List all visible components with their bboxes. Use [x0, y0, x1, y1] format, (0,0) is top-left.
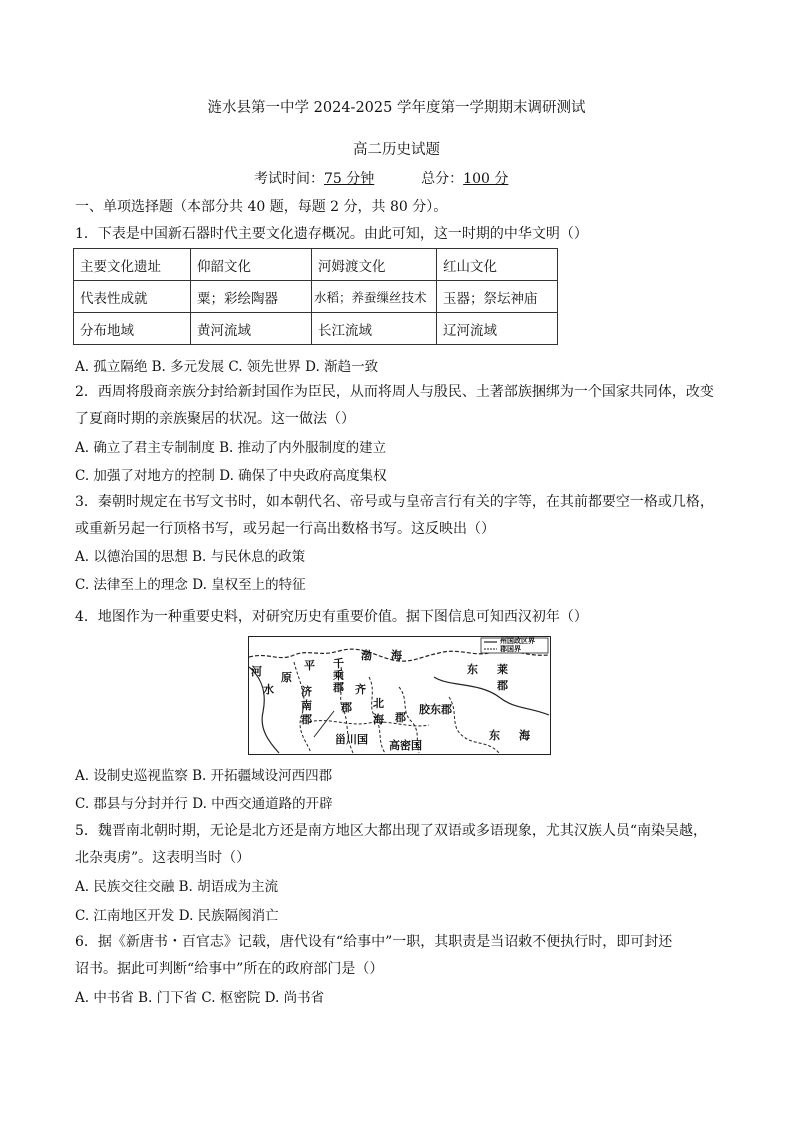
question-2-stem-line2: 了夏商时期的亲族聚居的状况。这一做法（） — [75, 411, 355, 427]
map-label: 水 — [263, 683, 274, 696]
question-4-stem: 4．地图作为一种重要史料，对研究历史有重要价值。据下图信息可知西汉初年（） — [75, 609, 588, 625]
map-label: 郡 — [333, 681, 344, 694]
table-cell: 长江流域 — [312, 313, 437, 345]
table-row — [74, 313, 558, 345]
map-label: 乘 — [333, 669, 344, 682]
map-label: 海 — [519, 729, 530, 742]
map-label: 千 — [333, 657, 344, 670]
table-cell: 代表性成就 — [74, 281, 191, 313]
time-label: 考试时间： — [254, 171, 324, 187]
question-3-stem-line2: 或重新另起一行顶格书写，或另起一行高出数格书写。这反映出（） — [75, 521, 495, 537]
map-label: 海 — [391, 649, 402, 662]
table-row — [74, 249, 558, 281]
question-5-options-ab: A. 民族交往交融 B. 胡语成为主流 — [75, 879, 279, 895]
question-3-options-cd: C. 法律至上的理念 D. 皇权至上的特征 — [75, 577, 306, 593]
map-label: 河 — [251, 665, 262, 678]
table-cell: 粟；彩绘陶器 — [191, 281, 312, 313]
question-5-options-cd: C. 江南地区开发 D. 民族隔阂消亡 — [75, 908, 279, 924]
question-4-options-cd: C. 郡县与分封并行 D. 中西交通道路的开辟 — [75, 796, 333, 812]
table-cell: 主要文化遗址 — [74, 249, 191, 281]
map-label: 东 — [467, 663, 478, 676]
exam-title: 涟水县第一中学 2024-2025 学年度第一学期期末调研测试 — [207, 100, 586, 116]
question-5-stem-line2: 北杂夷虏”。这表明当时（） — [75, 850, 251, 866]
table-cell: 玉器；祭坛神庙 — [437, 281, 558, 313]
table-row — [74, 281, 558, 313]
table-cell: 河姆渡文化 — [312, 249, 437, 281]
legend-label-2: 郡国界 — [500, 645, 521, 653]
exam-info — [254, 168, 508, 188]
map-label: 郡 — [301, 713, 312, 726]
question-1-options: A. 孤立隔绝 B. 多元发展 C. 领先世界 D. 渐趋一致 — [75, 359, 379, 375]
time-value: 75 分钟 — [324, 171, 375, 187]
subject-title: 高二历史试题 — [353, 142, 440, 158]
question-3-stem-line1: 3．秦朝时规定在书写文书时，如本朝代名、帝号或与皇帝言行有关的字等，在其前都要空一格或几格， — [75, 494, 714, 510]
culture-table — [73, 248, 558, 345]
table-cell: 辽河流域 — [437, 313, 558, 345]
map-label: 郡 — [497, 679, 508, 692]
question-2-options-cd: C. 加强了对地方的控制 D. 确保了中央政府高度集权 — [75, 468, 387, 484]
map-label: 高密国 — [389, 739, 422, 752]
score-value: 100 分 — [463, 171, 509, 187]
map-label: 南 — [301, 699, 312, 712]
map-label: 东 — [489, 729, 500, 742]
table-cell: 红山文化 — [437, 249, 558, 281]
table-cell: 仰韶文化 — [191, 249, 312, 281]
map-label: 海 — [373, 713, 384, 726]
map-label: 渤 — [361, 649, 372, 662]
question-6-options: A. 中书省 B. 门下省 C. 枢密院 D. 尚书省 — [75, 990, 325, 1006]
question-6-stem-line1: 6．据《新唐书・百官志》记载，唐代设有“给事中”一职，其职责是当诏敕不便执行时，即可封还 — [75, 934, 673, 950]
table-cell: 黄河流域 — [191, 313, 312, 345]
map-label: 胶东郡 — [419, 703, 452, 716]
question-2-options-ab: A. 确立了君主专制制度 B. 推动了内外服制度的建立 — [75, 440, 387, 456]
map-label: 齐 — [355, 683, 366, 696]
table-cell: 水稻；养蚕缫丝技术 — [312, 281, 437, 313]
section-title: 一、单项选择题（本部分共 40 题，每题 2 分，共 80 分）。 — [75, 199, 448, 215]
map-label: 莱 — [497, 663, 508, 676]
map-label: 济 — [301, 685, 312, 698]
western-han-map — [248, 636, 551, 755]
question-6-stem-line2: 诏书。据此可判断“给事中”所在的政府部门是（） — [75, 961, 384, 977]
question-2-stem-line1: 2．西周将殷商亲族分封给新封国作为臣民，从而将周人与殷民、土著部族捆绑为一个国家共同体，改变 — [75, 384, 714, 400]
map-label: 北 — [373, 697, 384, 710]
question-5-stem-line1: 5．魏晋南北朝时期，无论是北方还是南方地区大都出现了双语或多语现象，尤其汉族人员“南染吴越， — [75, 823, 708, 839]
question-3-options-ab: A. 以德治国的思想 B. 与民休息的政策 — [75, 549, 306, 565]
map-label: 原 — [281, 671, 292, 684]
map-label: 平 — [304, 659, 315, 672]
table-cell: 分布地域 — [74, 313, 191, 345]
map-label: 郡 — [341, 701, 352, 714]
map-label: 甾川国 — [335, 733, 368, 746]
score-label: 总分： — [421, 171, 464, 187]
question-4-options-ab: A. 设制史巡视监察 B. 开拓疆域设河西四郡 — [75, 768, 333, 784]
question-1-stem: 1．下表是中国新石器时代主要文化遗存概况。由此可知，这一时期的中华文明（） — [75, 226, 588, 242]
legend-label-1: 州国政区界 — [500, 637, 535, 645]
map-label: 郡 — [395, 711, 406, 724]
